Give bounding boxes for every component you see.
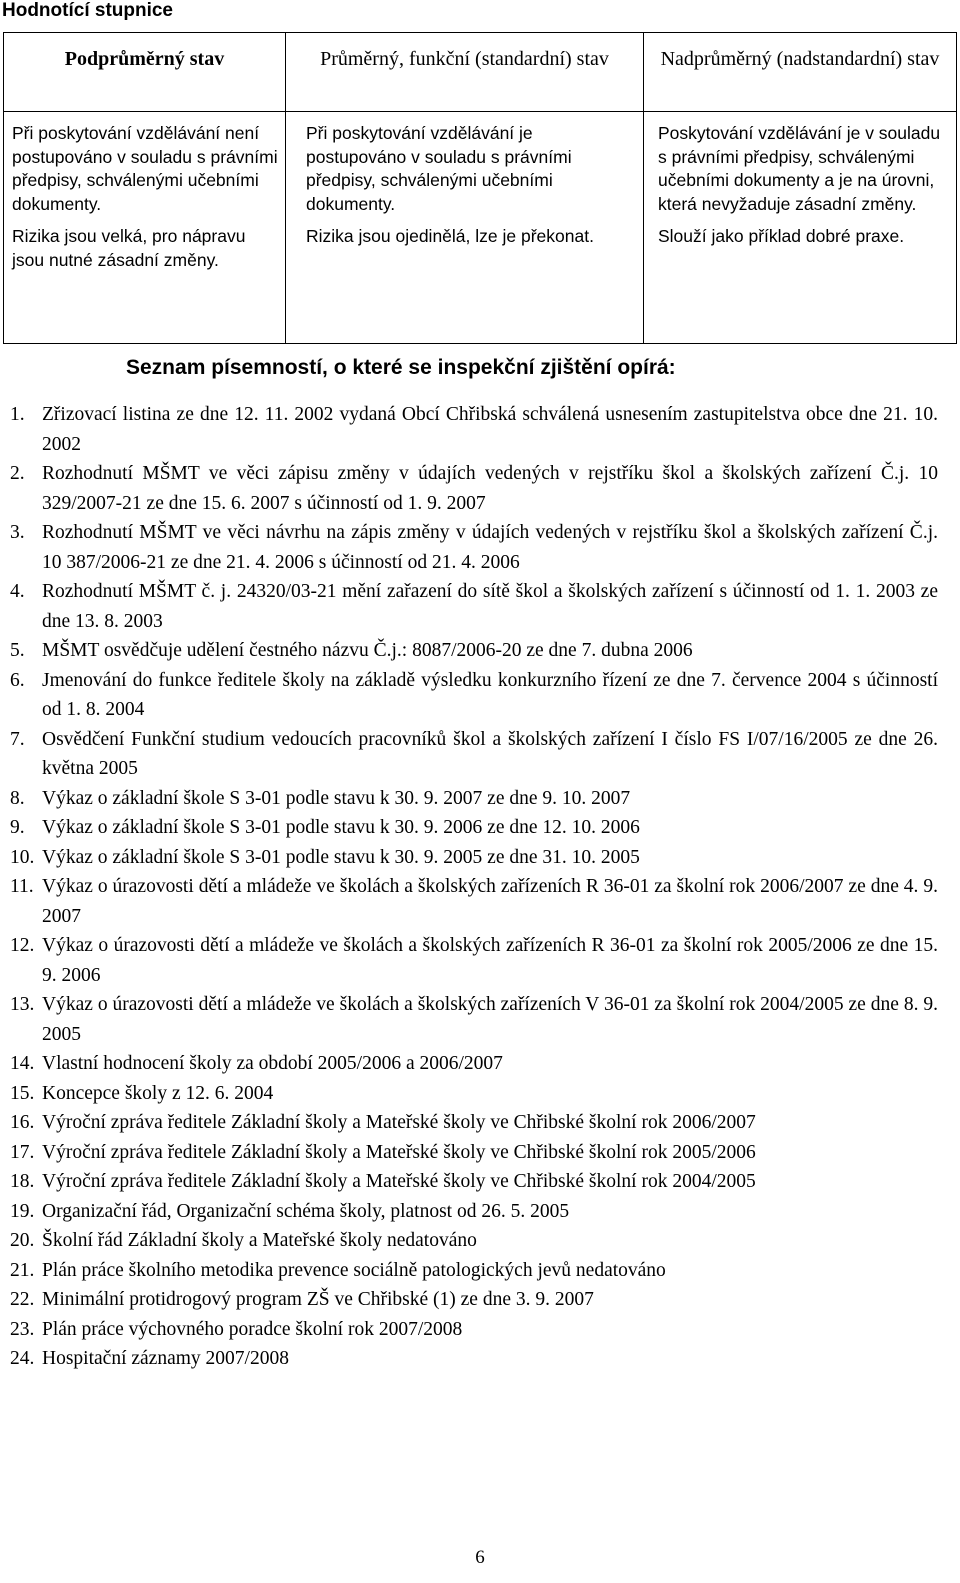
list-item-text: Minimální protidrogový program ZŠ ve Chřibské (1) ze dne 3. 9. 2007: [42, 1289, 594, 1310]
list-item-text: Výkaz o úrazovosti dětí a mládeže ve školách a školských zařízeních R 36-01 za školní rok 2005/2006 ze dne 15. 9. 2006: [42, 935, 938, 986]
list-item-number: 15.: [10, 1082, 35, 1104]
list-item-number: 19.: [10, 1200, 35, 1222]
list-item: [10, 931, 938, 990]
list-item: [10, 1108, 938, 1138]
list-item: [10, 400, 938, 459]
list-item-number: 21.: [10, 1259, 35, 1281]
average-cell: [286, 112, 644, 344]
list-item-number: 12.: [10, 935, 35, 956]
below-average-cell: [4, 112, 286, 344]
above-average-description: Poskytování vzdělávání je v souladu s právními předpisy, schválenými učebními dokumenty a je na úrovni, která nevyžaduje zásadní změny.: [658, 123, 941, 214]
column-header-below-average: Podprůměrný stav: [4, 33, 286, 112]
list-item-text: Rozhodnutí MŠMT ve věci návrhu na zápis změny v údajích vedených v rejstříku škol a školských zařízení Č.j. 10 387/2006-21 ze dne 21. 4. 2006 s účinností od 21. 4. 2006: [42, 522, 938, 573]
list-item: [10, 872, 938, 931]
list-item: [10, 1167, 938, 1197]
list-item-number: 11.: [10, 876, 34, 897]
list-item-text: Výkaz o úrazovosti dětí a mládeže ve školách a školských zařízeních R 36-01 za školní rok 2006/2007 ze dne 4. 9. 2007: [42, 876, 938, 927]
list-item-text: Hospitační záznamy 2007/2008: [42, 1348, 289, 1369]
list-item: [10, 1079, 938, 1109]
list-item: [10, 1315, 938, 1345]
list-item-number: 24.: [10, 1348, 35, 1369]
list-item: [10, 1138, 938, 1168]
list-item-text: Plán práce výchovného poradce školní rok 2007/2008: [42, 1318, 463, 1340]
list-item-number: 8.: [10, 787, 25, 809]
page-number: 6: [475, 1547, 485, 1568]
list-item-text: Výroční zpráva ředitele Základní školy a Mateřské školy ve Chřibské školní rok 2005/2006: [42, 1141, 756, 1163]
list-item-number: 22.: [10, 1289, 35, 1310]
list-item-number: 10.: [10, 846, 35, 868]
list-item-number: 6.: [10, 669, 25, 691]
list-item: [10, 459, 938, 518]
list-item: [10, 843, 938, 873]
document-list-title: Seznam písemností, o které se inspekční zjištění opírá:: [126, 356, 676, 379]
list-item-number: 17.: [10, 1141, 35, 1163]
average-risk: Rizika jsou ojedinělá, lze je překonat.: [306, 226, 594, 246]
list-item-text: Výkaz o základní škole S 3-01 podle stavu k 30. 9. 2006 ze dne 12. 10. 2006: [42, 817, 640, 838]
list-item: [10, 813, 938, 843]
list-item: [10, 1226, 938, 1256]
rating-scale-body-row: [4, 112, 957, 344]
list-item-text: Plán práce školního metodika prevence sociálně patologických jevů nedatováno: [42, 1259, 666, 1281]
list-item-text: Výkaz o základní škole S 3-01 podle stavu k 30. 9. 2005 ze dne 31. 10. 2005: [42, 846, 640, 868]
list-item-text: Osvědčení Funkční studium vedoucích pracovníků škol a školských zařízení I číslo FS I/07/16/2005 ze dne 26. května 2005: [42, 728, 938, 779]
above-average-note: Slouží jako příklad dobré praxe.: [658, 226, 905, 246]
list-item-number: 7.: [10, 728, 25, 750]
column-header-average: Průměrný, funkční (standardní) stav: [286, 33, 644, 112]
list-item-text: Zřizovací listina ze dne 12. 11. 2002 vydaná Obcí Chřibská schválená usnesením zastupitelstva obce dne 21. 10. 2002: [42, 404, 938, 455]
list-item-number: 23.: [10, 1318, 35, 1340]
list-item: [10, 1049, 938, 1079]
list-item: [10, 784, 938, 814]
list-item: [10, 1285, 938, 1315]
list-item-text: Rozhodnutí MŠMT ve věci zápisu změny v údajích vedených v rejstříku škol a školských zařízení Č.j. 10 329/2007-21 ze dne 15. 6. 2007 s účinností od 1. 9. 2007: [42, 463, 938, 514]
list-item-number: 14.: [10, 1053, 35, 1074]
list-item-text: Rozhodnutí MŠMT č. j. 24320/03-21 mění zařazení do sítě škol a školských zařízení s účinností od 1. 1. 2003 ze dne 13. 8. 2003: [42, 581, 938, 632]
column-header-above-average: Nadprůměrný (nadstandardní) stav: [644, 33, 957, 112]
list-item-text: Jmenování do funkce ředitele školy na základě výsledku konkurzního řízení ze dne 7. července 2004 s účinností od 1. 8. 2004: [42, 669, 938, 720]
average-description: Při poskytování vzdělávání je postupováno v souladu s právními předpisy, schválenými učebními dokumenty.: [306, 123, 572, 214]
list-item: [10, 1256, 938, 1286]
page-heading: Hodnotící stupnice: [2, 0, 173, 21]
list-item: [10, 577, 938, 636]
list-item-text: Školní řád Základní školy a Mateřské školy nedatováno: [42, 1230, 477, 1251]
list-item-number: 2.: [10, 463, 25, 484]
list-item: [10, 990, 938, 1049]
list-item: [10, 518, 938, 577]
list-item-number: 18.: [10, 1171, 35, 1192]
list-item-text: Výroční zpráva ředitele Základní školy a Mateřské školy ve Chřibské školní rok 2006/2007: [42, 1112, 756, 1133]
list-item-number: 5.: [10, 640, 25, 661]
list-item-text: Organizační řád, Organizační schéma školy, platnost od 26. 5. 2005: [42, 1200, 570, 1222]
below-average-description: Při poskytování vzdělávání není postupováno v souladu s právními předpisy, schválenými učebními dokumenty.: [12, 123, 278, 214]
list-item-text: Výroční zpráva ředitele Základní školy a Mateřské školy ve Chřibské školní rok 2004/2005: [42, 1171, 756, 1192]
list-item-number: 13.: [10, 994, 35, 1015]
list-item: [10, 1344, 938, 1374]
rating-scale-header-row: [4, 33, 957, 112]
list-item: [10, 1197, 938, 1227]
list-item-text: Výkaz o úrazovosti dětí a mládeže ve školách a školských zařízeních V 36-01 za školní rok 2004/2005 ze dne 8. 9. 2005: [42, 994, 938, 1045]
list-item: [10, 666, 938, 725]
list-item-text: Vlastní hodnocení školy za období 2005/2006 a 2006/2007: [42, 1053, 503, 1074]
above-average-cell: [644, 112, 957, 344]
list-item-text: MŠMT osvědčuje udělení čestného názvu Č.j.: 8087/2006-20 ze dne 7. dubna 2006: [42, 640, 693, 661]
list-item-number: 1.: [10, 404, 25, 425]
list-item-number: 3.: [10, 522, 25, 543]
list-item-number: 16.: [10, 1112, 35, 1133]
below-average-risk: Rizika jsou velká, pro nápravu jsou nutné zásadní změny.: [12, 226, 246, 270]
list-item: [10, 725, 938, 784]
list-item-text: Výkaz o základní škole S 3-01 podle stavu k 30. 9. 2007 ze dne 9. 10. 2007: [42, 787, 631, 809]
list-item-text: Koncepce školy z 12. 6. 2004: [42, 1082, 274, 1104]
list-item-number: 9.: [10, 817, 25, 838]
list-item: [10, 636, 938, 666]
list-item-number: 20.: [10, 1230, 35, 1251]
document-list: [10, 400, 938, 1374]
list-item-number: 4.: [10, 581, 25, 602]
rating-scale-table: [3, 32, 957, 344]
